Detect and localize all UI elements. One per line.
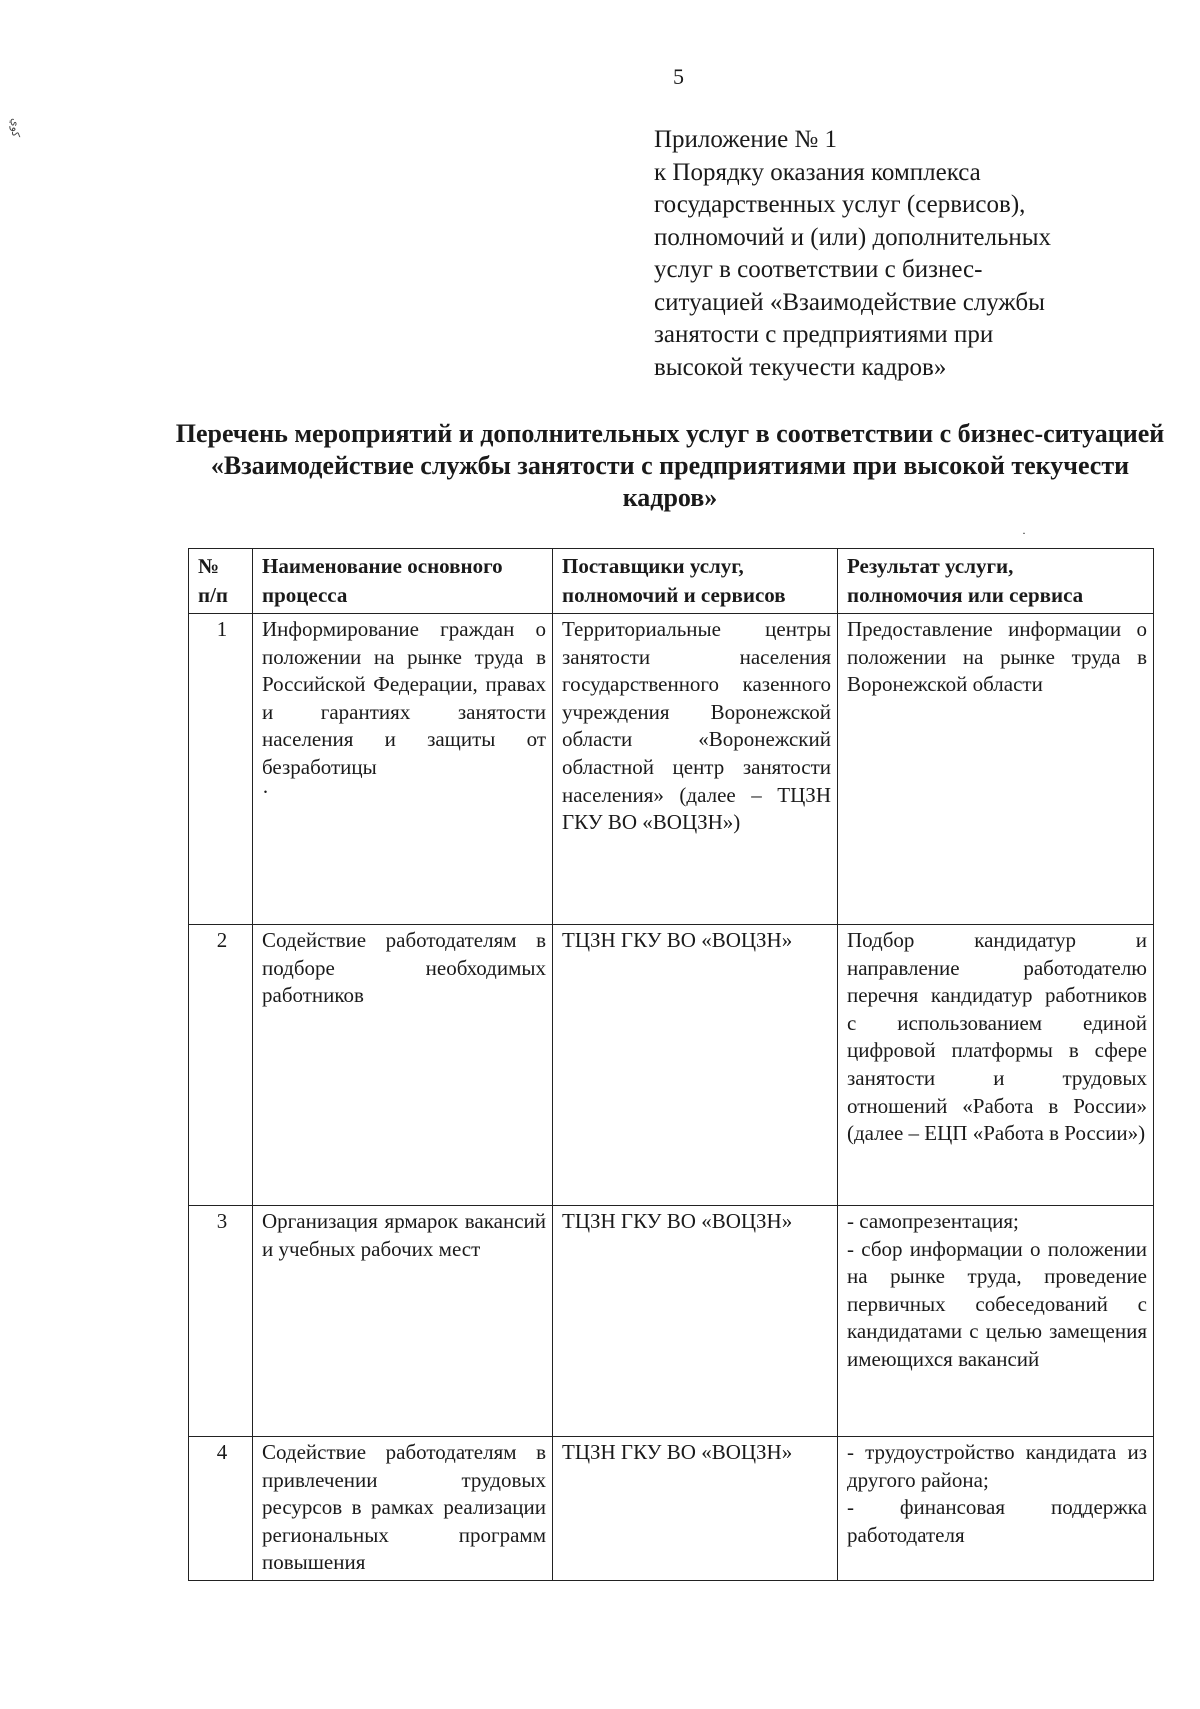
page-number: 5	[673, 64, 684, 89]
table-header-row	[189, 549, 1154, 614]
table-row	[189, 925, 1154, 1206]
margin-mark: ﻛﻭﻱ	[9, 118, 21, 138]
table-row	[189, 614, 1154, 925]
row-providers: Территориальные центры занятости населения государственного казенного учреждения Воронежской области «Воронежский областной центр занятости населения» (далее – ТЦЗН ГКУ ВО «ВОЦЗН»)	[553, 614, 838, 925]
header-process: Наименование основного процесса	[253, 549, 553, 614]
row-providers: ТЦЗН ГКУ ВО «ВОЦЗН»	[553, 1437, 838, 1581]
row-process: Содействие работодателям в подборе необходимых работников	[253, 925, 553, 1206]
row-num: 4	[189, 1437, 253, 1581]
table-row	[189, 1437, 1154, 1581]
row-process: Организация ярмарок вакансий и учебных рабочих мест	[253, 1206, 553, 1437]
table-row	[189, 1206, 1154, 1437]
row-num: 1	[189, 614, 253, 925]
row-process: Содействие работодателям в привлечении трудовых ресурсов в рамках реализации региональных программ повышения	[253, 1437, 553, 1581]
row-result: - самопрезентация; - сбор информации о положении на рынке труда, проведение первичных собеседований с кандидатами с целью замещения имеющихся вакансий	[838, 1206, 1154, 1437]
row-num: 3	[189, 1206, 253, 1437]
document-title: Перечень мероприятий и дополнительных услуг в соответствии с бизнес-ситуацией «Взаимодействие службы занятости с предприятиями при высокой текучести кадров»	[175, 419, 1165, 512]
stray-dot: ·	[262, 779, 269, 804]
row-result: - трудоустройство кандидата из другого района; - финансовая поддержка работодателя	[838, 1437, 1154, 1581]
header-result: Результат услуги, полномочия или сервиса	[838, 549, 1154, 614]
header-num: № п/п	[189, 549, 253, 614]
row-num: 2	[189, 925, 253, 1206]
row-providers: ТЦЗН ГКУ ВО «ВОЦЗН»	[553, 1206, 838, 1437]
row-process: Информирование граждан о положении на рынке труда в Российской Федерации, правах и гарантиях занятости населения и защиты от безработицы ·	[253, 614, 553, 925]
header-providers: Поставщики услуг, полномочий и сервисов	[553, 549, 838, 614]
row-providers: ТЦЗН ГКУ ВО «ВОЦЗН»	[553, 925, 838, 1206]
measures-table	[188, 548, 1154, 1581]
row-result: Предоставление информации о положении на рынке труда в Воронежской области	[838, 614, 1154, 925]
row-result: Подбор кандидатур и направление работодателю перечня кандидатур работников с использованием единой цифровой платформы в сфере занятости и трудовых отношений «Работа в России» (далее – ЕЦП «Работа в России»)	[838, 925, 1154, 1206]
stray-mark: ·	[1022, 526, 1026, 540]
appendix-header: Приложение № 1 к Порядку оказания комплекса государственных услуг (сервисов), полномочий и (или) дополнительных услуг в соответствии с бизнес- ситуацией «Взаимодействие службы занятости с предприятиями при высокой текучести кадров»	[654, 126, 1052, 381]
